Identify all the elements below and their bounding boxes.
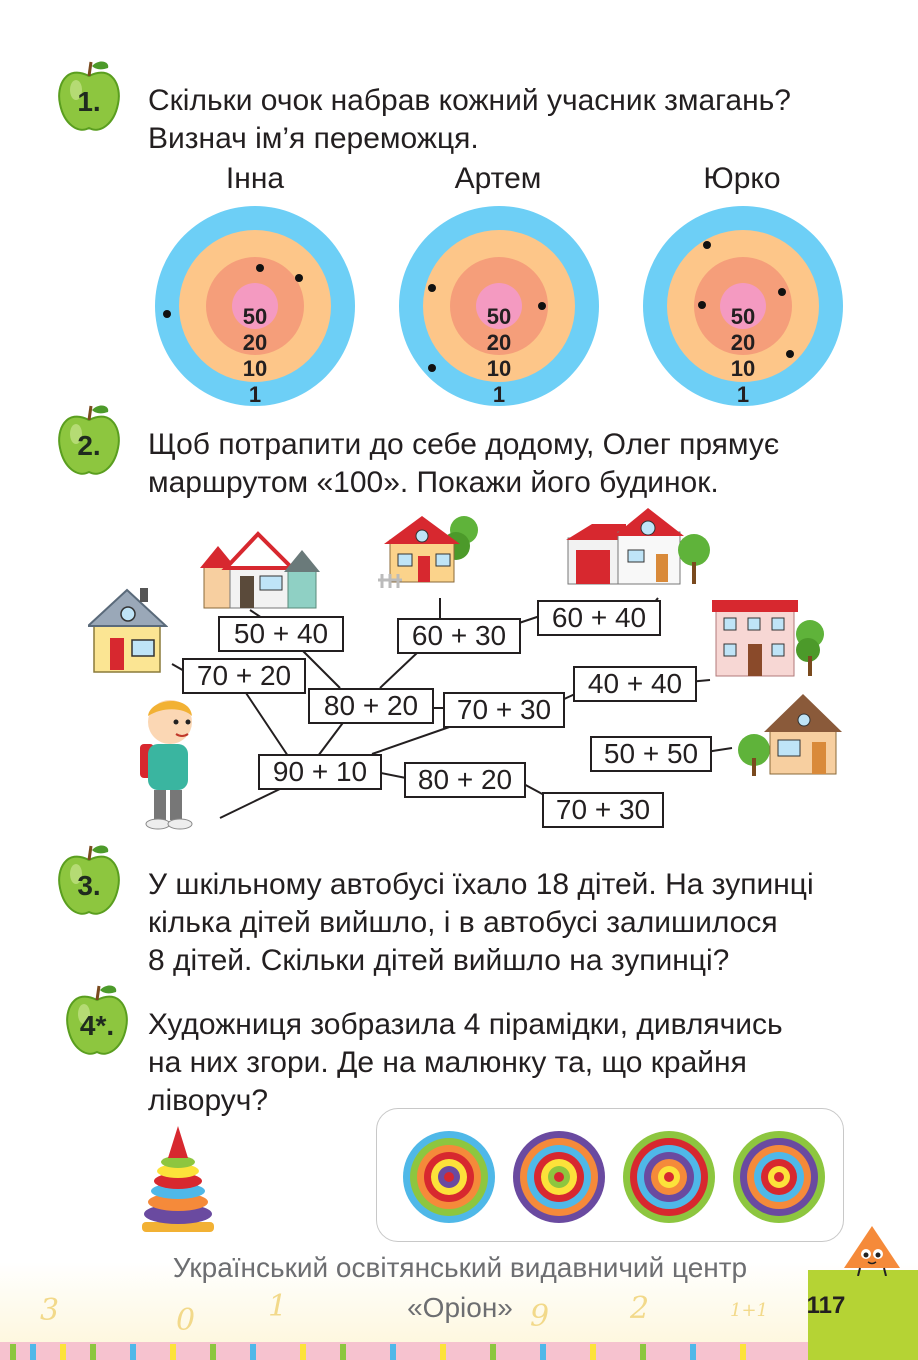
- task-4-line-2: на них згори. Де на малюнку та, що крайня: [148, 1046, 747, 1079]
- score-50-label: 50: [730, 304, 756, 329]
- target-yurko: [638, 206, 848, 406]
- boy-oleg-icon: [134, 694, 202, 830]
- score-10-label: 10: [730, 356, 756, 381]
- task-3-number: 3.: [77, 870, 101, 901]
- hit-dot: [163, 310, 171, 318]
- task-3-text: [148, 866, 848, 980]
- score-20-label: 20: [730, 330, 756, 355]
- svg-text:0: 0: [176, 1303, 196, 1338]
- route-expr-80-20-upper[interactable]: 80 + 20: [308, 688, 434, 724]
- pyramid-top-view-1[interactable]: [403, 1131, 495, 1223]
- pyramid-toy-icon: [138, 1124, 218, 1234]
- hit-dot: [538, 302, 546, 310]
- triangle-mascot-icon: [842, 1224, 902, 1276]
- score-50-label: 50: [242, 304, 268, 329]
- house-yellow-icon: [88, 586, 168, 676]
- pyramid-top-view-2[interactable]: [513, 1131, 605, 1223]
- score-1-label: 1: [248, 382, 262, 406]
- route-expr-70-30-upper[interactable]: 70 + 30: [443, 692, 565, 728]
- hit-dot: [428, 364, 436, 372]
- route-expr-70-20[interactable]: 70 + 20: [182, 658, 306, 694]
- pyramid-top-view-4[interactable]: [733, 1131, 825, 1223]
- svg-text:1: 1: [268, 1290, 288, 1324]
- task-4-line-3: ліворуч?: [148, 1084, 269, 1117]
- target-name-inna: Інна: [225, 162, 285, 195]
- target-artem: [394, 206, 604, 406]
- route-expr-70-30-lower[interactable]: 70 + 30: [542, 792, 664, 828]
- task-2-line-1: Щоб потрапити до себе додому, Олег прямує: [148, 428, 780, 461]
- house-garage-icon: [566, 506, 716, 586]
- target-inna: [150, 206, 360, 406]
- hit-dot: [698, 301, 706, 309]
- hit-dot: [256, 264, 264, 272]
- publisher-brand: «Оріон»: [407, 1292, 513, 1323]
- task-2-apple-icon: [56, 400, 122, 480]
- route-expr-80-20-lower[interactable]: 80 + 20: [404, 762, 526, 798]
- target-name-yurko: Юрко: [703, 162, 781, 195]
- route-expr-60-40[interactable]: 60 + 40: [537, 600, 661, 636]
- score-50-label: 50: [486, 304, 512, 329]
- score-10-label: 10: [486, 356, 512, 381]
- svg-text:1+1: 1+1: [730, 1300, 768, 1321]
- hit-dot: [703, 241, 711, 249]
- task-2-text: [148, 426, 848, 502]
- task-4-apple-icon: [64, 980, 130, 1060]
- house-white-icon: [200, 528, 320, 610]
- score-1-label: 1: [492, 382, 506, 406]
- score-10-label: 10: [242, 356, 268, 381]
- task-2-number: 2.: [77, 430, 101, 461]
- svg-text:2: 2: [630, 1291, 650, 1326]
- task-1-text: [148, 82, 848, 158]
- task-1-line-1: Скільки очок набрав кожний учасник змагань?: [148, 84, 791, 117]
- task-2-line-2: маршрутом «100». Покажи його будинок.: [148, 466, 719, 499]
- pyramid-top-view-3[interactable]: [623, 1131, 715, 1223]
- task-3-line-1: У шкільному автобусі їхало 18 дітей. На зупинці: [148, 868, 814, 901]
- task-3-apple-icon: [56, 840, 122, 920]
- task-1-number: 1.: [77, 86, 101, 117]
- task-4-number: 4*.: [79, 1010, 115, 1041]
- house-brown-icon: [736, 690, 844, 776]
- hit-dot: [778, 288, 786, 296]
- task-3-line-3: 8 дітей. Скільки дітей вийшло на зупинці?: [148, 944, 730, 977]
- task-1-apple-icon: [56, 56, 122, 136]
- route-expr-50-40[interactable]: 50 + 40: [218, 616, 344, 652]
- hit-dot: [786, 350, 794, 358]
- svg-text:9: 9: [530, 1299, 550, 1334]
- svg-text:3: 3: [40, 1293, 60, 1328]
- task-1-line-2: Визнач ім’я переможця.: [148, 122, 479, 155]
- pyramids-top-view-panel: [376, 1108, 844, 1242]
- score-20-label: 20: [486, 330, 512, 355]
- score-1-label: 1: [736, 382, 750, 406]
- house-pink-icon: [712, 596, 824, 678]
- task-4-text: [148, 1006, 848, 1120]
- task-3-line-2: кілька дітей вийшло, і в автобусі залишилося: [148, 906, 778, 939]
- route-expr-50-50[interactable]: 50 + 50: [590, 736, 712, 772]
- publisher-name: Український освітянський видавничий центр: [172, 1252, 748, 1283]
- route-expr-90-10[interactable]: 90 + 10: [258, 754, 382, 790]
- hit-dot: [295, 274, 303, 282]
- route-expr-60-30[interactable]: 60 + 30: [397, 618, 521, 654]
- house-fenced-icon: [378, 510, 482, 588]
- route-expr-40-40[interactable]: 40 + 40: [573, 666, 697, 702]
- target-name-artem: Артем: [454, 162, 542, 195]
- score-20-label: 20: [242, 330, 268, 355]
- hit-dot: [428, 284, 436, 292]
- page-number: 117: [806, 1292, 846, 1319]
- task-4-line-1: Художниця зобразила 4 пірамідки, дивлячись: [148, 1008, 783, 1041]
